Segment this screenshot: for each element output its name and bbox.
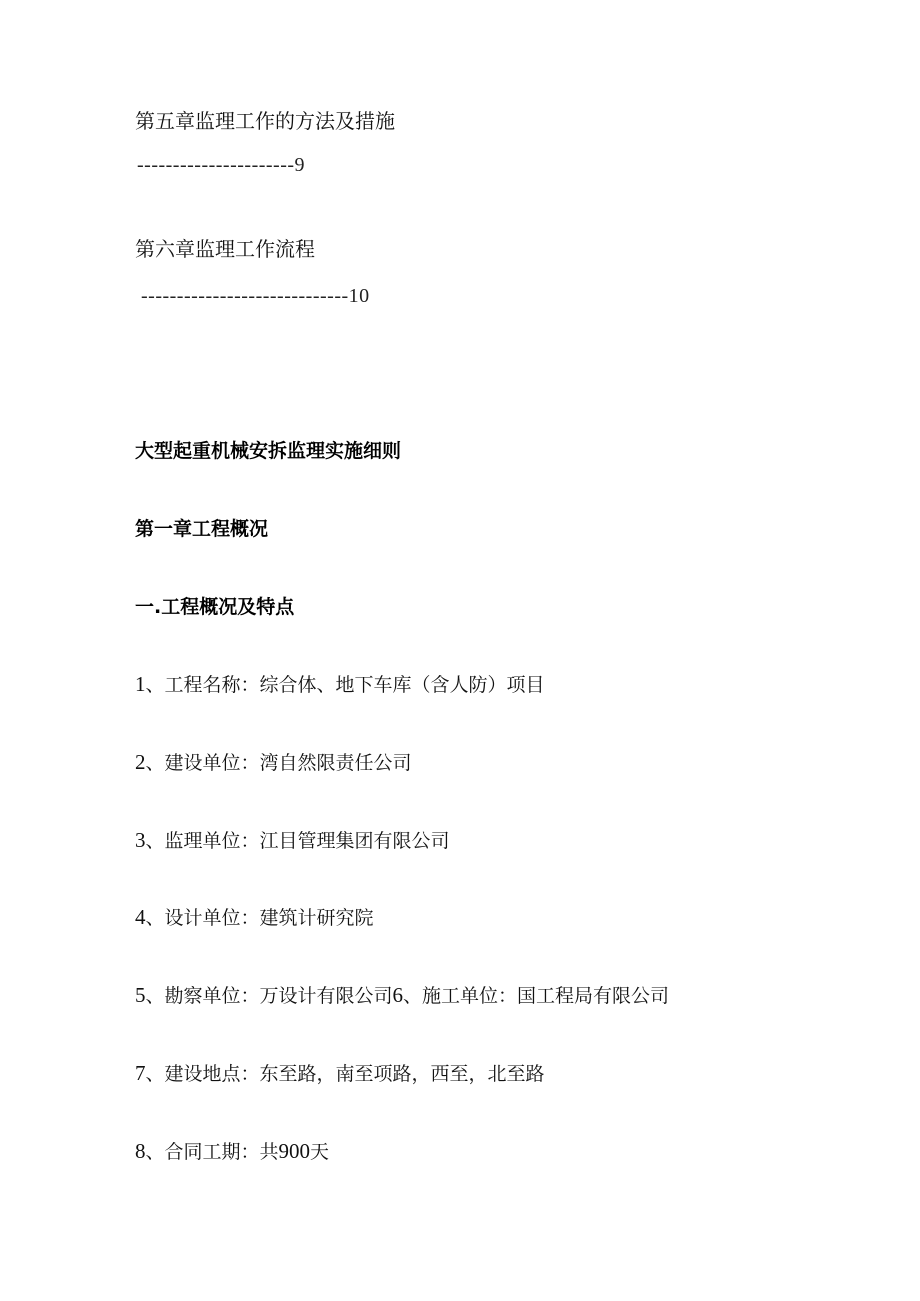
toc-entry-leader: -----------------------------10 — [141, 285, 370, 307]
item-number: 5 — [135, 983, 146, 1007]
item-number: 4 — [135, 905, 146, 929]
toc-entry-leader: ----------------------9 — [137, 154, 306, 176]
list-item — [135, 982, 669, 1009]
document-title: 大型起重机械安拆监理实施细则 — [135, 440, 402, 462]
item-text: 、建设地点：东至路，南至项路，西至，北至路 — [145, 1063, 545, 1085]
toc-entry-title: 第六章监理工作流程 — [135, 237, 315, 261]
list-item — [135, 671, 545, 698]
item-text: 、勘察单位：万设计有限公司 — [145, 985, 393, 1007]
item-text: 、监理单位：江目管理集团有限公司 — [145, 830, 450, 852]
item-number: 8 — [135, 1139, 146, 1163]
list-item — [135, 749, 412, 776]
item-number: 7 — [135, 1061, 146, 1085]
item-text: 、合同工期：共 — [145, 1141, 279, 1163]
item-number: 900 — [278, 1139, 311, 1163]
list-item — [135, 827, 450, 854]
toc-entry-title: 第五章监理工作的方法及措施 — [135, 109, 395, 133]
chapter-heading: 第一章工程概况 — [135, 518, 269, 540]
item-text: 、工程名称：综合体、地下车库（含人防）项目 — [145, 674, 545, 696]
item-number: 2 — [135, 750, 146, 774]
item-number: 3 — [135, 828, 146, 852]
list-item — [135, 1060, 545, 1087]
list-item — [135, 904, 374, 931]
item-text: 天 — [310, 1141, 330, 1163]
list-item — [135, 1138, 329, 1165]
item-text: 、施工单位：国工程局有限公司 — [403, 985, 670, 1007]
item-number: 1 — [135, 672, 146, 696]
item-text: 、设计单位：建筑计研究院 — [145, 907, 374, 929]
section-heading: 一.工程概况及特点 — [135, 596, 295, 618]
item-number: 6 — [392, 983, 404, 1007]
item-text: 、建设单位：湾自然限责任公司 — [145, 752, 412, 774]
